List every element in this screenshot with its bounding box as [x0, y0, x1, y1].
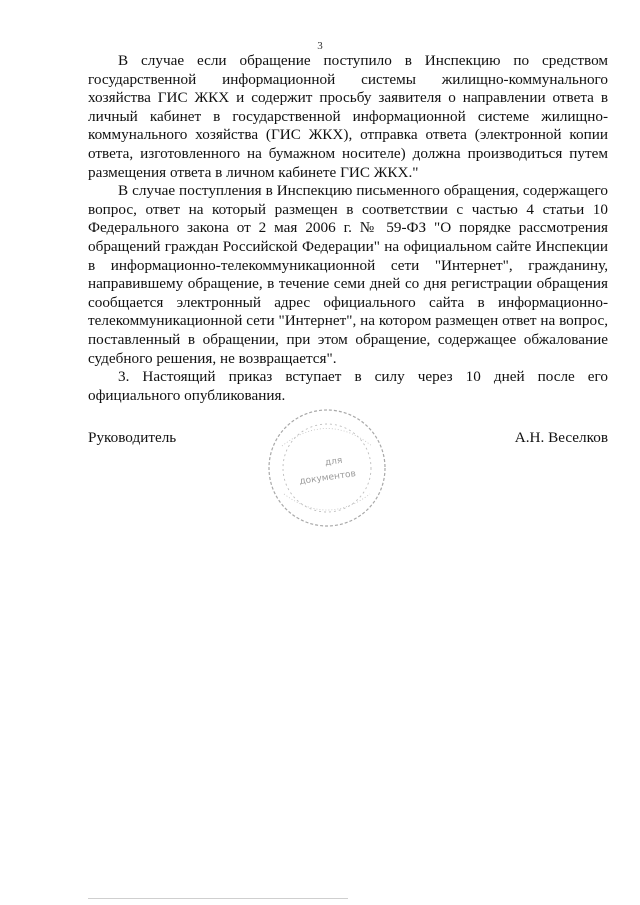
paragraph-gis-zhkh: В случае если обращение поступило в Инспекцию по средством государственной информационной системы жилищно-коммунального хозяйства ГИС ЖКХ и содержит просьбу заявителя о направлении ответа в личный кабинет в государственной информационной системе жилищно-коммунального хозяйства (ГИС ЖКХ), отправка ответа (электронной копии ответа, изготовленного на бумажном носителе) должна производиться путем размещения ответа в личном кабинете ГИС ЖКХ.": [88, 52, 608, 181]
seal-graphic: [262, 406, 392, 531]
paragraph-written-appeal: В случае поступления в Инспекцию письменного обращения, содержащего вопрос, ответ на который размещен в соответствии с частью 4 статьи 10 Федерального закона от 2 мая 2006 г. № 59-ФЗ "О порядке рассмотрения обращений граждан Российской Федерации" на официальном сайте Инспекции в информационно-телекоммуникационной сети "Интернет", гражданину, направившему обращение, в течение семи дней со дня регистрации обращения сообщается электронный адрес официального сайта в информационно-телекоммуникационной сети "Интернет", на котором размещен ответ на вопрос, поставленный в обращении, при этом обращение, содержащее обжалование судебного решения, не возвращается".: [88, 182, 608, 367]
document-body: [88, 52, 608, 405]
signatory-name: А.Н. Веселков: [514, 429, 608, 446]
seal-text-line1: для: [324, 455, 344, 469]
official-seal-stamp: [262, 406, 392, 531]
page-number: 3: [317, 40, 323, 52]
seal-text-line2: документов: [298, 469, 357, 487]
signatory-title: Руководитель: [88, 429, 177, 446]
footer-divider: [88, 898, 348, 899]
paragraph-effective-date: 3. Настоящий приказ вступает в силу через 10 дней после его официального опубликования.: [88, 368, 608, 404]
